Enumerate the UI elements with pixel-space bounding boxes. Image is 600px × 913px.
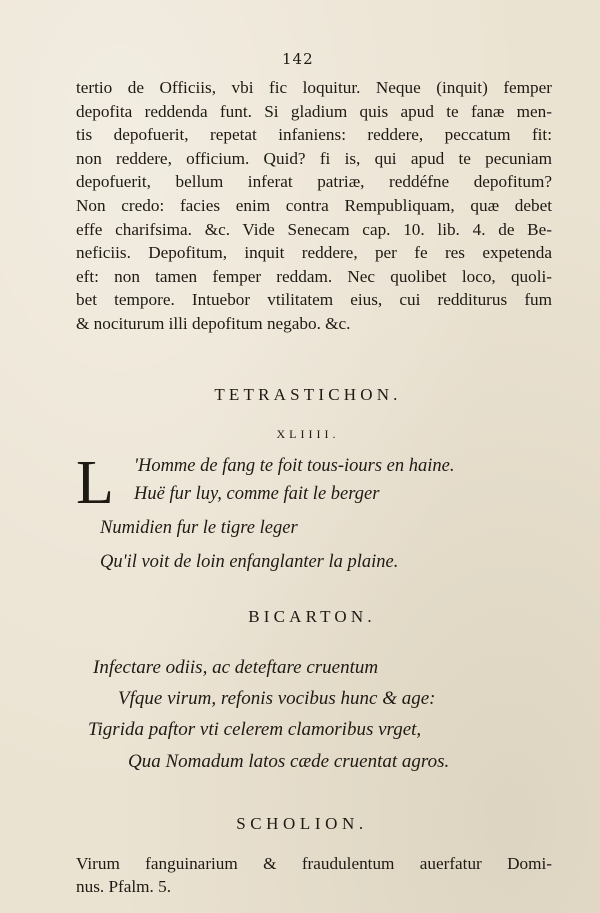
scholion-line: nus. Pfalm. 5. [76, 877, 172, 896]
prose-line: Non credo: facies enim contra Rempubliquam, quæ debet [76, 195, 552, 215]
section-numeral: XLIIII. [276, 427, 340, 441]
latin-verse-line: Vfque virum, refonis vocibus hunc & age: [118, 688, 436, 709]
french-verse-line: Huë fur luy, comme fait le berger [134, 484, 380, 504]
scholion-text [76, 852, 552, 898]
prose-line: effe charifsima. &c. Vide Senecam cap. 10. lib. 4. de Be- [76, 219, 552, 239]
scholion-line: Virum fanguinarium & fraudulentum auerfatur Domi- [76, 854, 552, 873]
prose-line: neficiis. Depofitum, inquit reddere, per fe res expetenda [76, 243, 552, 263]
prose-line: tis depofuerit, repetat infaniens: reddere, peccatum fit: [76, 125, 552, 145]
latin-verse-line: Tigrida paftor vti celerem clamoribus vrget, [88, 719, 422, 740]
prose-line: depofuerit, bellum inferat patriæ, reddéfne depofitum? [76, 172, 552, 192]
prose-line: non reddere, officium. Quid? fi is, qui apud te pecuniam [76, 148, 552, 168]
french-verse-line: 'Homme de fang te foit tous-iours en haine. [134, 456, 455, 476]
latin-verse-line: Infectare odiis, ac deteftare cruentum [93, 657, 379, 678]
french-verse-line: Qu'il voit de loin enfanglanter la plaine. [100, 552, 399, 572]
heading-tetrastichon: TETRASTICHON. [214, 385, 402, 404]
page-number: 142 [282, 50, 314, 68]
prose-line: bet tempore. Intuebor vtilitatem eius, cui redditurus fum [76, 290, 552, 310]
prose-line: tertio de Officiis, vbi fic loquitur. Neque (inquit) femper [76, 78, 552, 97]
prose-line: & nociturum illi depofitum negabo. &c. [76, 313, 351, 333]
heading-scholion: SCHOLION. [236, 814, 368, 833]
french-verse-line: Numidien fur le tigre leger [100, 518, 298, 538]
heading-bicarton: BICARTON. [248, 607, 376, 626]
prose-line: eft: non tamen femper reddam. Nec quolibet loco, quoli- [76, 266, 552, 286]
prose-line: depofita reddenda funt. Si gladium quis apud te fanæ men- [76, 101, 552, 121]
prose-paragraph [76, 76, 552, 336]
latin-verse-line: Qua Nomadum latos cæde cruentat agros. [128, 751, 450, 772]
drop-cap: L [76, 449, 114, 517]
